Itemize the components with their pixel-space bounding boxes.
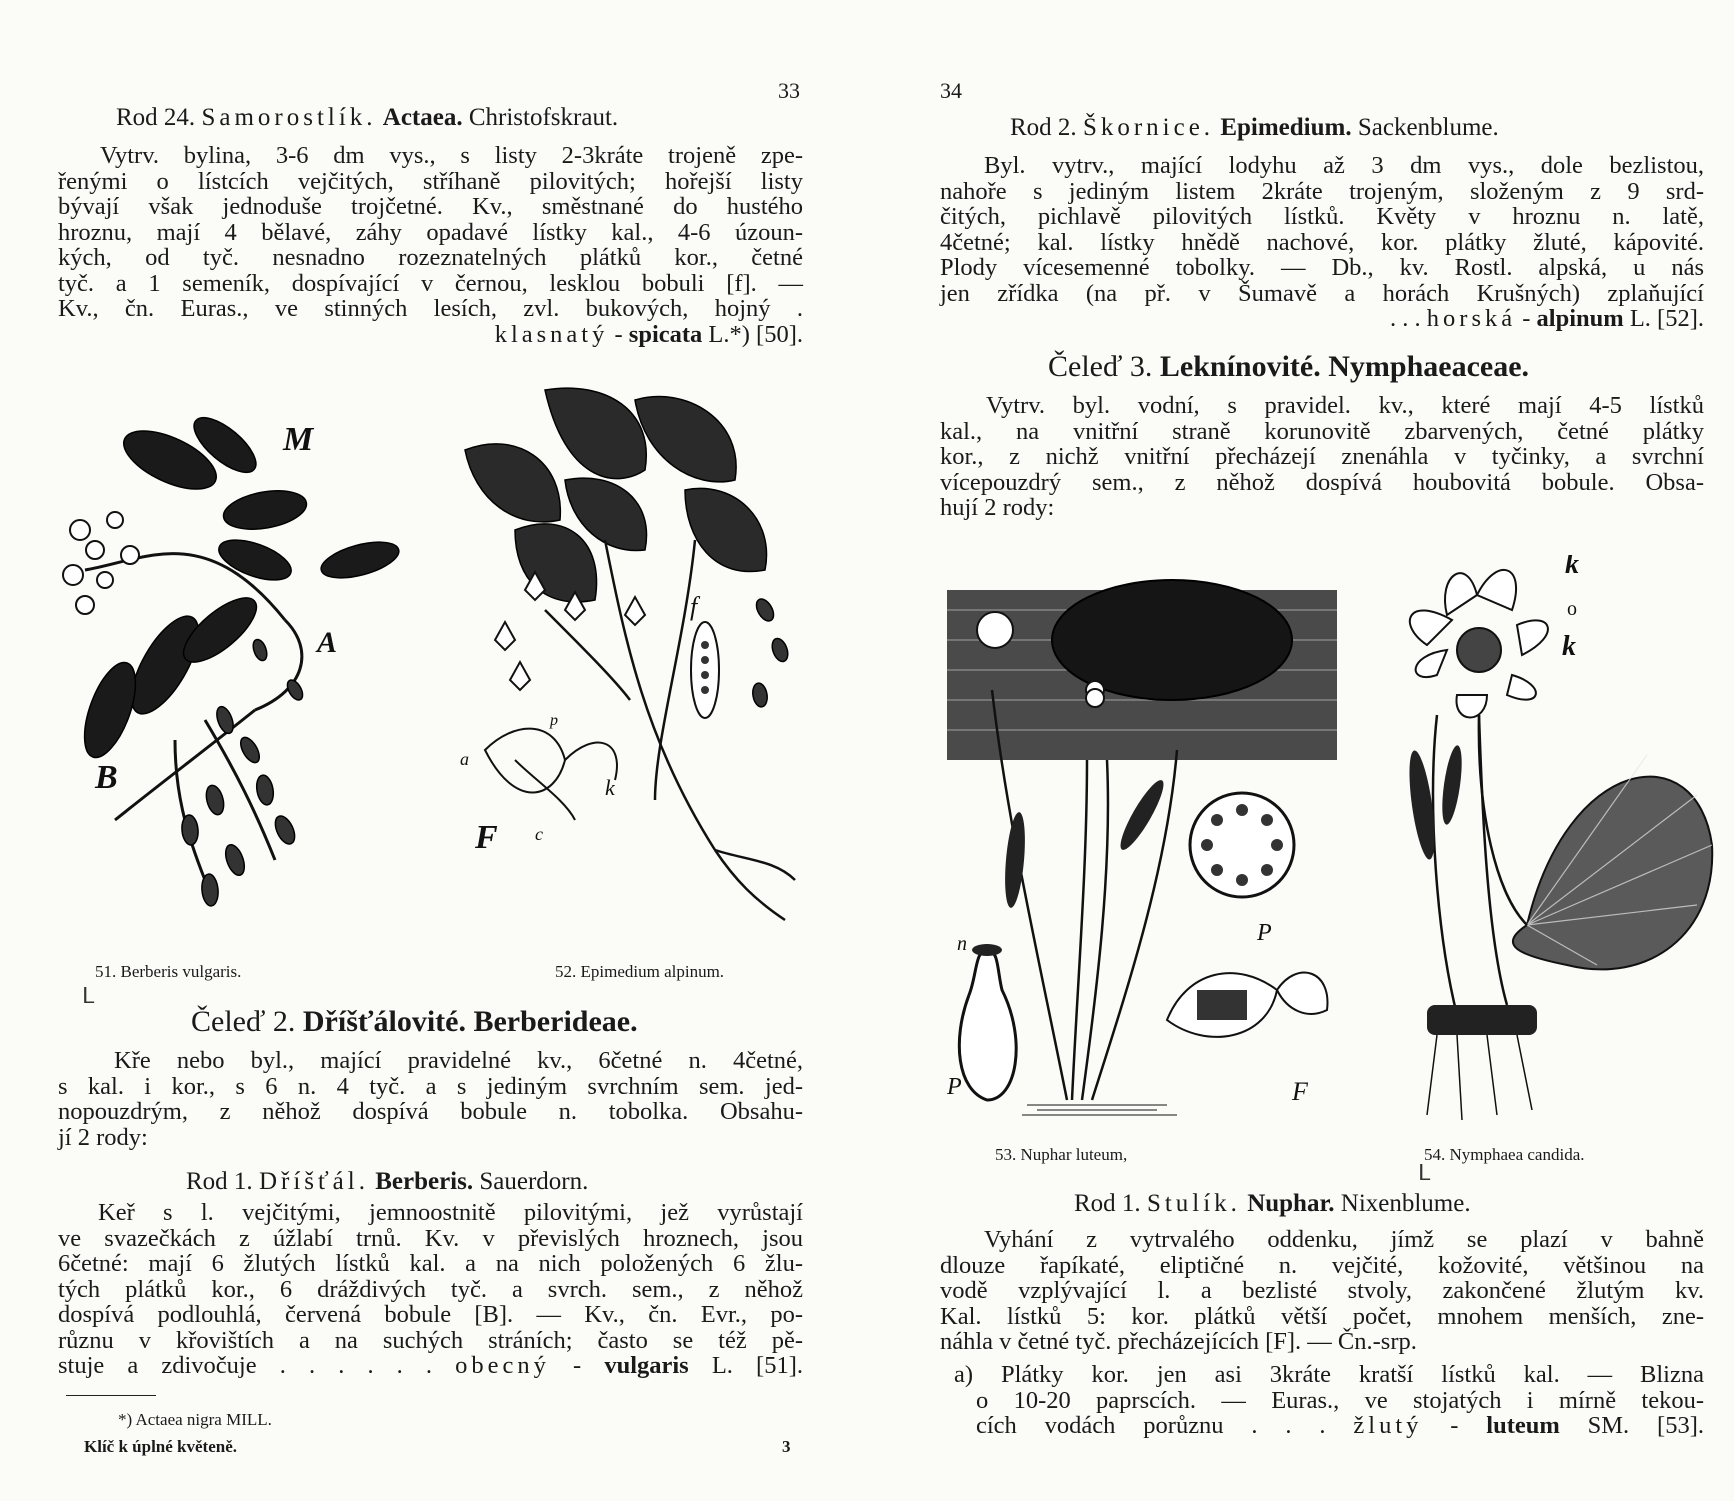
nymphaeaceae-description: Vytrv. byl. vodní, s pravidel. kv., které mají 4-5 lístků kal., na vnitřní straně korunovitě zbarvených, četné plátky kor., z nichž vnitřní přecházejí znenáhla v tyčinky, a svrchní vícepouzdrý sem., z něhož dospívá houbovitá bobule. Obsa- hují 2 rody: xyxy=(940,392,1704,521)
label-k-bottom: k xyxy=(1562,631,1576,662)
label-P-cross-section: P xyxy=(1257,920,1272,946)
species-line-vulgaris: stuje a zdivočuje . . . . . . obecný - vulgaris L. [51]. xyxy=(58,1352,803,1379)
genus-heading-nuphar: Rod 1. Stulík. Nuphar. Nixenblume. xyxy=(1074,1190,1471,1217)
label-P-fruit: P xyxy=(947,1074,962,1100)
nuphar-description: Vyhání z vytrvalého oddenku, jímž se plazí v bahně dlouze řapíkaté, eliptičné n. vejčité, kožovité, většinou na vodě vzplývající l. a bezlisté stvoly, zakončené žlutým kv. Kal. lístků 5: kor. plátků větší počet, mnohem menších, zne- náhla v četné tyč. přecházejících [F]. — Čn.-srp. xyxy=(940,1226,1704,1355)
label-n: n xyxy=(957,933,967,955)
page-number: 33 xyxy=(778,78,800,103)
berberideae-description: Kře nebo byl., mající pravidelné kv., 6četné n. 4četné, s kal. i kor., s 6 n. 4 tyč. a s jediným svrchním sem. jed- nopouzdrým, z něhož dospívá bobule n. tobolka. Obsahu- jí 2 rody: xyxy=(58,1047,803,1151)
label-a: a xyxy=(460,749,469,769)
berberis-description: Keř s l. vejčitými, jemnoostnitě pilovitými, jež vyrůstají ve svazečkách z úžlabí trnů. Kv. v převislých hroznech, jsou 6četné: mají 6 žlutých lístků kal. a na nich položených 6 žlu- tých plátků kor., 6 dráždivých tyč. a svrch. sem., z něhož dospívá podlouhlá, červená bobule [B]. — Kv., čn. Evr., po- různu v křovištích a na suchých stráních; často se též pě- stuje a zdivočuje . . . . . . obecný - vulgaris L. [51]. xyxy=(58,1199,803,1379)
footnote: *) Actaea nigra MILL. xyxy=(118,1410,272,1429)
family-heading-nymphaeaceae: Čeleď 3. Leknínovité. Nymphaeaceae. xyxy=(1048,350,1530,383)
label-f: f xyxy=(690,592,698,621)
label-M: M xyxy=(283,421,314,458)
species-line-alpinum: . . . horská - alpinum L. [52]. xyxy=(1390,305,1704,332)
family-heading-berberideae: Čeleď 2. Dříšťálovité. Berberideae. xyxy=(191,1005,638,1038)
label-F: F xyxy=(475,819,498,856)
genus-heading-epimedium: Rod 2. Škornice. Epimedium. Sackenblume. xyxy=(1010,114,1499,141)
label-B: B xyxy=(95,759,118,796)
epimedium-description: Byl. vytrv., mající lodyhu až 3 dm vys., dole bezlistou, nahoře s jediným listem 2kráte trojeným, složeným z 9 srd- čitých, pichlavě pilovitých lístků. Květy v hroznu n. latě, 4četné; kal. lístky hnědě nachové, kor. plátky žluté, kápovité. Plody vícesemenné tobolky. — Db., kv. Rostl. alpská, u nás jen zřídka (na př. v Šumavě a horách Krušných) zplaňující . . . horská - alpinum L. [52]. xyxy=(940,152,1704,332)
margin-mark: ᒪ xyxy=(82,983,95,1008)
signature-number: 3 xyxy=(782,1437,791,1456)
caption-fig52: 52. Epimedium alpinum. xyxy=(555,962,725,981)
figure-nymphaea-candida xyxy=(1367,555,1717,1130)
label-k-top: k xyxy=(1565,555,1579,580)
label-c: c xyxy=(535,824,543,844)
figure-nuphar-luteum xyxy=(947,570,1347,1130)
caption-fig51: 51. Berberis vulgaris. xyxy=(95,962,242,981)
signature-title: Klíč k úplné květeně. xyxy=(84,1437,238,1456)
label-k: k xyxy=(605,775,615,800)
nuphar-key-a: a) Plátky kor. jen asi 3kráte kratší lístků kal. — Blizna o 10-20 paprscích. — Euras., ve stojatých i mírně tekou- cích vodách porůznu . . . žlutý - luteum SM. [53]. xyxy=(954,1361,1704,1439)
page-number: 34 xyxy=(940,78,962,103)
label-A: A xyxy=(317,626,338,659)
caption-fig54: 54. Nymphaea candida. xyxy=(1424,1145,1585,1164)
label-F: F xyxy=(1292,1077,1308,1106)
footnote-rule xyxy=(66,1395,156,1396)
right-page xyxy=(867,0,1734,1501)
species-line-spicata: klasnatý - spicata L.*) [50]. xyxy=(494,320,803,348)
species-line-luteum: cích vodách porůznu . . . žlutý - luteum SM. [53]. xyxy=(976,1412,1704,1439)
label-o: o xyxy=(1567,598,1577,620)
label-p: p xyxy=(550,712,558,729)
genus-heading-actaea: Rod 24. Samorostlík. Actaea. Christofskraut. xyxy=(116,104,619,131)
actaea-description: Vytrv. bylina, 3-6 dm vys., s listy 2-3kráte trojeně zpe- řenými o lístcích vejčitých, stříhaně pilovitých; hořejší listy bývají však jednoduše trojčetné. Kv., směstnané do hustého hroznu, mají 4 bělavé, záhy opadavé lístky kal., 4-6 úzoun- kých, od tyč. nesnadno rozeznatelných plátků kor., četné tyč. a 1 semeník, dospívající v černou, lesklou bobuli [f]. — Kv., čn. Euras., ve stinných lesích, zvl. bukových, hojný . klasnatý - spicata L.*) [50]. xyxy=(58,142,803,348)
margin-mark: ᒪ xyxy=(1418,1160,1431,1185)
genus-heading-berberis: Rod 1. Dříšťál. Berberis. Sauerdorn. xyxy=(186,1168,589,1195)
figure-berberis-vulgaris xyxy=(55,390,415,920)
figure-epimedium-alpinum xyxy=(455,380,820,930)
caption-fig53: 53. Nuphar luteum, xyxy=(995,1145,1128,1164)
